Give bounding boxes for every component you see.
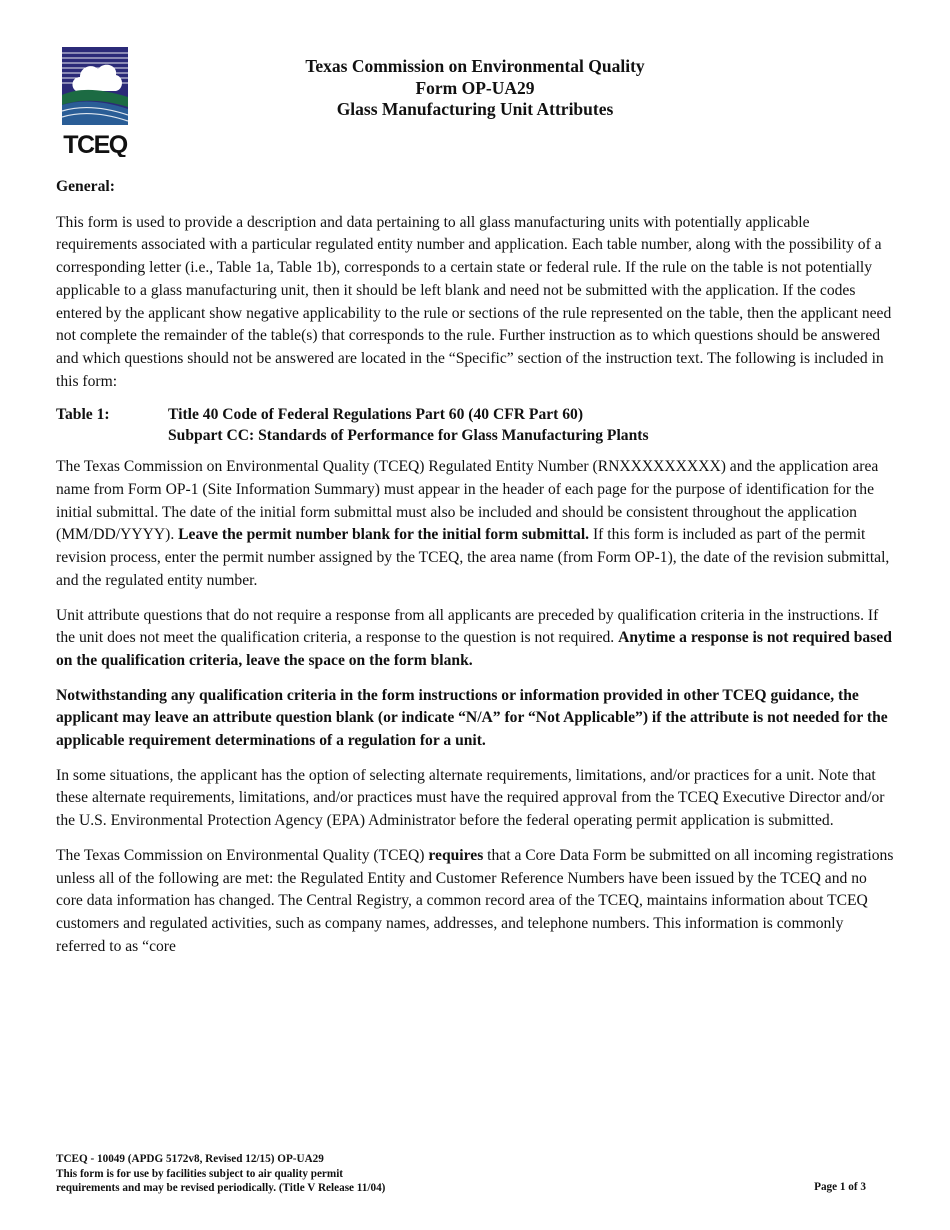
table-1-title-line1: Title 40 Code of Federal Regulations Part 60 (40 CFR Part 60) (168, 406, 584, 424)
footer-form-id: TCEQ - 10049 (APDG 5172v8, Revised 12/15) OP-UA29 (56, 1153, 324, 1165)
agency-title: Texas Commission on Environmental Quality (305, 56, 645, 76)
table-1-title-line2: Subpart CC: Standards of Performance for Glass Manufacturing Plants (168, 426, 649, 444)
form-header (230, 56, 720, 121)
qualification-bold: Anytime a response is not required based on the qualification criteria, leave the space on the form blank. (56, 629, 892, 669)
form-number: Form OP-UA29 (415, 77, 535, 98)
footer-note-line2: requirements and may be revised periodically. (Title V Release 11/04) (56, 1182, 386, 1194)
qualification-paragraph: Unit attribute questions that do not require a response from all applicants are preceded by qualification criteria in the instructions. If the unit does not meet the qualification criteria, a response to the question is not required. Anytime a response is not required based on the qualification criteria, leave the space on the form blank. (56, 606, 892, 669)
general-heading: General: (56, 178, 115, 195)
table-1-label: Table 1: (56, 406, 110, 424)
table-1-entry (56, 405, 894, 446)
intro-paragraph: This form is used to provide a description and data pertaining to all glass manufacturing units with potentially applicable requirements associated with a particular regulated entity number and application. Each table number, along with the possibility of a corresponding letter (i.e., Table 1a, Table 1b), corresponds to a certain state or federal rule. If the rule on the table is not potentially applicable to a glass manufacturing unit, then it should be left blank and need not be submitted with the application. If the codes entered by the applicant show negative applicability to the rule or sections of the rule represented on the table, then the applicant need not complete the remainder of the table(s) that corresponds to the rule. Further instruction as to which questions should be answered and which questions should not be answered are located in the “Specific” section of the instruction text. The following is included in this form: (56, 213, 892, 390)
core-data-paragraph: The Texas Commission on Environmental Quality (TCEQ) requires that a Core Data Form be submitted on all incoming registrations unless all of the following are met: the Regulated Entity and Customer Reference Numbers have been issued by the TCEQ and no core data information has changed. The Central Registry, a common record area of the TCEQ, maintains information about TCEQ customers and regulated activities, such as company names, addresses, and telephone numbers. This information is commonly referred to as “core (56, 846, 894, 955)
core-data-bold: requires (428, 846, 484, 864)
header-info-bold: Leave the permit number blank for the initial form submittal. (178, 526, 590, 544)
footer-note-line1: This form is for use by facilities subject to air quality permit (56, 1167, 344, 1180)
page-number: Page 1 of 3 (814, 1181, 866, 1193)
instructions-body (56, 176, 894, 970)
form-title: Glass Manufacturing Unit Attributes (336, 99, 614, 119)
notwithstanding-paragraph: Notwithstanding any qualification criteria in the form instructions or information provided in other TCEQ guidance, the applicant may leave an attribute question blank (or indicate “N/A” for “Not Applicable”) if the attribute is not needed for the applicable requirement determinations of a regulation for a unit. (56, 686, 888, 750)
alternate-requirements-paragraph: In some situations, the applicant has the option of selecting alternate requirements, limitations, and/or practices for a unit. Note that these alternate requirements, limitations, and/or practices must have the required approval from the TCEQ Executive Director and/or the U.S. Environmental Protection Agency (EPA) Administrator before the federal operating permit application is submitted. (56, 766, 885, 830)
logo-text: TCEQ (63, 131, 127, 157)
form-footer (56, 1152, 385, 1196)
tceq-logo (62, 47, 130, 157)
header-info-paragraph: The Texas Commission on Environmental Quality (TCEQ) Regulated Entity Number (RNXXXXXXXXX) and the application area name from Form OP-1 (Site Information Summary) must appear in the header of each page for the purpose of identification for the initial submittal. The date of the initial form submittal must also be included and should be consistent throughout the application (MM/DD/YYYY). Leave the permit number blank for the initial form submittal. If this form is included as part of the permit revision process, enter the permit number assigned by the TCEQ, the area name (from Form OP-1), the date of the revision submittal, and the regulated entity number. (56, 458, 890, 589)
table-1-title (168, 405, 649, 446)
